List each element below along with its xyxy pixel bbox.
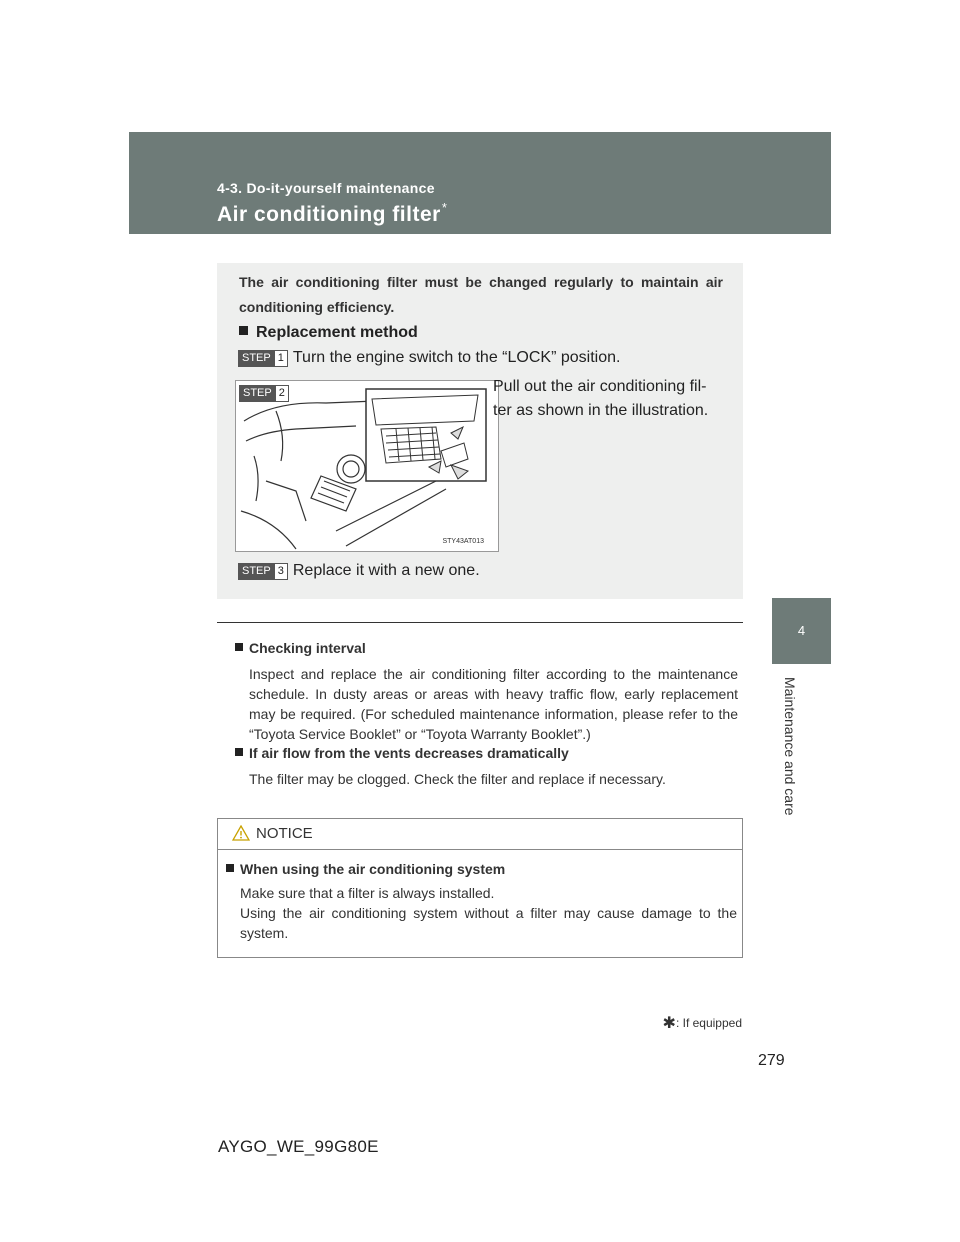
step-number: 1 [275,351,287,366]
chapter-tab-label: Maintenance and care [782,677,798,816]
dashboard-glovebox-icon [236,381,498,551]
title-text: Air conditioning filter [217,203,441,226]
step-number: 3 [275,564,287,579]
notice-heading [226,861,505,877]
divider [217,622,743,623]
warning-triangle-icon [232,825,250,841]
filter-illustration [235,380,499,552]
info-air-flow [235,745,738,789]
notice-header [218,819,742,850]
notice-label: NOTICE [256,825,313,842]
step-text: Replace it with a new one. [292,562,480,579]
title-asterisk: * [441,200,448,215]
notice-heading-text: When using the air conditioning system [240,861,506,877]
step-text: Turn the engine switch to the “LOCK” position. [292,349,621,366]
step-word: STEP [242,565,271,577]
page-number: 279 [758,1052,785,1069]
info-text: The filter may be clogged. Check the filter and replace if necessary. [249,771,666,787]
method-heading-text: Replacement method [256,324,418,341]
square-bullet-icon [235,643,243,651]
square-bullet-icon [239,326,248,335]
step-1 [238,349,620,367]
info-heading-text: If air flow from the vents decreases dramatically [249,745,569,761]
procedure-box [217,263,743,599]
notice-text [240,883,737,943]
step-word: STEP [242,352,271,364]
footnote-text: : If equipped [675,1016,742,1030]
info-text: Inspect and replace the air conditioning filter according to the maintenance schedule. In dusty areas or areas with heavy traffic flow, early replacement may be required. (For scheduled maintenance information, please refer to the “Toyota Service Booklet” or “Toyota Warranty Booklet”.) [249,666,738,742]
info-heading [235,745,738,761]
procedure-intro: The air conditioning filter must be changed regularly to maintain air conditioning efficiency. [239,274,723,315]
info-heading-text: Checking interval [249,640,366,656]
illustration-code: STY43AT013 [442,538,484,545]
footnote [663,1013,742,1033]
step-number: 2 [276,386,288,401]
section-header [129,132,831,234]
step-badge [238,350,288,367]
asterisk-icon: ✱ [662,1015,676,1032]
chapter-tab-number: 4 [772,598,831,664]
step-badge [239,385,289,402]
info-heading [235,640,738,656]
notice-line-2: Using the air conditioning system without a filter may cause damage to the system. [240,905,737,941]
step-word: STEP [243,387,272,399]
notice-line-1: Make sure that a filter is always installed. [240,885,495,901]
section-label: 4-3. Do-it-yourself maintenance [217,180,435,196]
square-bullet-icon [235,748,243,756]
info-checking-interval [235,640,738,744]
step-3 [238,562,480,580]
step-2-text: Pull out the air conditioning fil-ter as shown in the illustration. [493,378,709,419]
square-bullet-icon [226,864,234,872]
notice-box [217,818,743,958]
method-heading [239,324,418,342]
step-badge [238,563,288,580]
step-2-badge-wrap [239,384,289,402]
page-title [217,200,447,227]
document-code: AYGO_WE_99G80E [218,1137,379,1156]
